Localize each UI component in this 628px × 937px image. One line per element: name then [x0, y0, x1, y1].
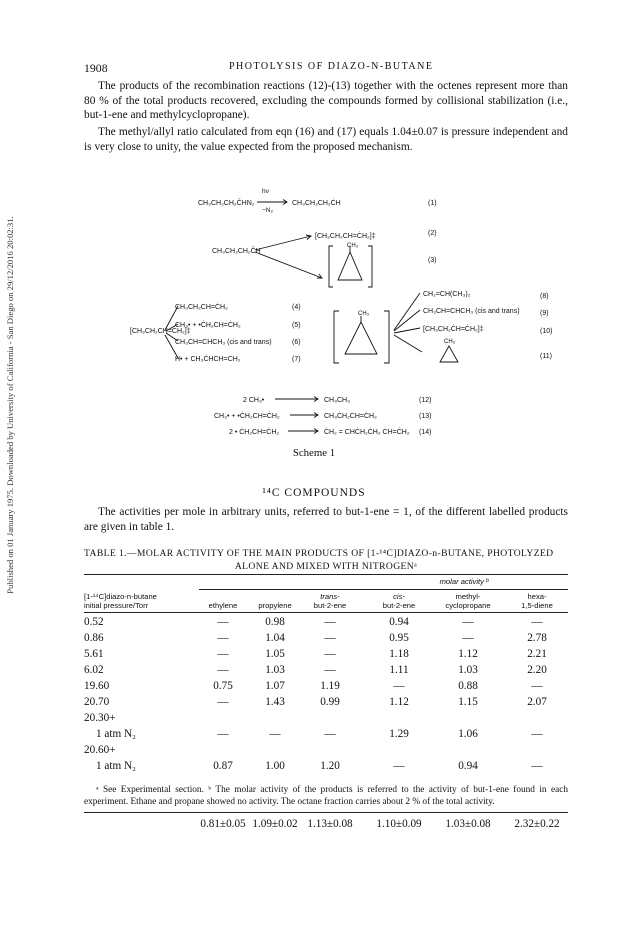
activity-value: 1.11 — [389, 664, 409, 676]
activity-value: — — [531, 760, 543, 772]
activity-value: 2.20 — [527, 664, 547, 676]
activity-value: 2.21 — [527, 648, 547, 660]
r11-methyl: CH₃ — [444, 339, 456, 345]
eq-1: (1) — [428, 200, 437, 207]
r2-product: [CH₃CH₂CH=ĊH₂]‡ — [315, 233, 376, 240]
col-hexadiene-header: hexa- 1,5-diene — [521, 592, 553, 610]
r-mid-left: CH₃CH₂CH₂ČH — [212, 248, 261, 255]
r1-arrow-bottom: −N₂ — [262, 207, 274, 214]
pressure-note: 1 atm N₂ — [96, 760, 136, 772]
cyclopropane-r3 — [338, 252, 362, 280]
col-ethylene-header: ethylene — [208, 600, 238, 610]
r14-right: ĊH₂ = CHĊH₂ĊH₂ CH=ĊH₂ — [324, 429, 410, 436]
eq-4: (4) — [292, 304, 301, 311]
bracket-r3-left — [329, 246, 333, 287]
mean-value: 2.32±0.22 — [514, 818, 560, 830]
pressure-cell: 0.52 — [84, 616, 104, 628]
r8-text: CH₂=CH(CH₃)₂ — [423, 291, 471, 298]
col-propylene-header: propylene — [258, 600, 292, 610]
mean-value: 1.03±0.08 — [445, 818, 491, 830]
bracket-r3-right — [368, 246, 372, 287]
pressure-cell: 20.30+ — [84, 712, 116, 724]
paragraph-2: The methyl/allyl ratio calculated from eqn (16) and (17) equals 1.04±0.07 is pressure independent and is very close to unity, the value expected from the proposed mechanism. — [84, 126, 568, 153]
activity-value: — — [269, 728, 281, 740]
arrow-r3 — [255, 252, 322, 278]
section-title: ¹⁴C COMPOUNDS — [262, 487, 366, 499]
paragraph-3: The activities per mole in arbitrary units, referred to but-1-ene = 1, of the different labelled products are given in table 1. — [84, 506, 568, 533]
cyclopropane-r11 — [440, 346, 458, 362]
activity-value: 1.05 — [265, 648, 285, 660]
activity-value: 1.04 — [265, 632, 285, 644]
activity-value: 0.75 — [213, 680, 233, 692]
arrow-r2 — [255, 236, 311, 250]
arrow-r10 — [394, 328, 420, 333]
arrow-r8 — [394, 293, 420, 330]
arrow-r9 — [394, 310, 420, 331]
activity-value: 0.94 — [389, 616, 409, 628]
r1-arrow-top: hν — [262, 188, 269, 195]
activity-value: — — [462, 632, 474, 644]
r13-right: CH₃ĊH₂CH=ĊH₂ — [324, 413, 377, 420]
r6-text: CH₃CH=CHCH₃ (cis and trans) — [175, 339, 272, 346]
activity-value: — — [324, 632, 336, 644]
table-footnote: ᵃ See Experimental section. ᵇ The molar activity of the products is referred to the activity of but-1-ene found in each experiment. Ethane and propane showed no activity. The octane fraction carries about 2 % of the total activity. — [84, 785, 568, 807]
activity-value: — — [531, 728, 543, 740]
col-pressure-header: [1-¹⁴C]diazo-n-butane initial pressure/Torr — [84, 592, 157, 610]
eq-2: (2) — [428, 230, 437, 237]
mean-value: 1.10±0.09 — [376, 818, 422, 830]
activity-value: 0.99 — [320, 696, 340, 708]
bracket-left-mid — [334, 311, 339, 363]
activity-value: 1.06 — [458, 728, 478, 740]
activity-value: — — [324, 616, 336, 628]
activity-value: — — [462, 616, 474, 628]
activity-value: 0.87 — [213, 760, 233, 772]
activity-value: 1.12 — [458, 648, 478, 660]
table-title: TABLE 1.—MOLAR ACTIVITY OF THE MAIN PRODUCTS OF [1-¹⁴C]DIAZO-n-BUTANE, PHOTOLYZED ALONE AND MIXED WITH NITROGENᵃ — [84, 548, 554, 572]
r9-text: CH₃CH=CHCH₃ (cis and trans) — [423, 308, 520, 315]
activity-value: 1.43 — [265, 696, 285, 708]
activity-value: 1.18 — [389, 648, 409, 660]
eq-11: (11) — [540, 353, 552, 360]
left-complex: [CH₃CH₂CH=ĊH₂]‡ — [130, 328, 191, 335]
r3-methyl: CH₃ — [347, 243, 359, 249]
activity-value: — — [217, 648, 229, 660]
eq-7: (7) — [292, 356, 301, 363]
activity-value: 1.00 — [265, 760, 285, 772]
activity-value: — — [217, 616, 229, 628]
arrow-r11 — [394, 335, 422, 352]
activity-value: 1.19 — [320, 680, 340, 692]
r7-text: H• + CH₃ĊHCH=CH₂ — [175, 356, 241, 363]
activity-value: — — [217, 728, 229, 740]
eq-10: (10) — [540, 328, 553, 335]
pressure-cell: 0.86 — [84, 632, 104, 644]
activity-value: 0.88 — [458, 680, 478, 692]
r12-right: CH₃CH₃ — [324, 397, 350, 404]
bracket-right-mid — [384, 311, 389, 363]
cyclopropane-mid — [345, 322, 377, 354]
eq-14: (14) — [419, 429, 432, 436]
activity-value: 0.94 — [458, 760, 478, 772]
pressure-note: 1 atm N₂ — [96, 728, 136, 740]
pressure-cell: 20.60+ — [84, 744, 116, 756]
eq-12: (12) — [419, 397, 432, 404]
pressure-cell: 5.61 — [84, 648, 104, 660]
running-title: PHOTOLYSIS OF DIAZO-N-BUTANE — [229, 61, 434, 72]
pressure-cell: 19.60 — [84, 680, 110, 692]
activity-value: 1.29 — [389, 728, 409, 740]
activity-value: 1.12 — [389, 696, 409, 708]
pressure-cell: 20.70 — [84, 696, 110, 708]
activity-value: 1.15 — [458, 696, 478, 708]
mean-value: 0.81±0.05 — [200, 818, 246, 830]
r4-text: CH₃CH₂CH=ĊH₂ — [175, 304, 228, 311]
col-trans-butene-header: trans- but-2-ene — [313, 592, 347, 610]
paragraph-1: The products of the recombination reactions (12)-(13) together with the octenes represent more than 80 % of the total products recovered, excluding the compounds formed by collisional stabilization (i.e., but-1-ene and methylcyclopropane). — [84, 80, 568, 121]
activity-value: — — [531, 616, 543, 628]
eq-9: (9) — [540, 310, 549, 317]
col-methylcyclopropane-header: methyl- cyclopropane — [445, 592, 491, 610]
activity-value: 2.07 — [527, 696, 547, 708]
eq-3: (3) — [428, 257, 437, 264]
activity-value: 1.03 — [458, 664, 478, 676]
activity-value: 0.95 — [389, 632, 409, 644]
activity-value: — — [217, 632, 229, 644]
r1-right: CH₃CH₂CH₂ĊH — [292, 200, 341, 207]
ring-methyl: CH₃ — [358, 311, 370, 317]
activity-value: — — [393, 680, 405, 692]
download-note: Published on 01 January 1975. Downloaded by University of California - San Diego on 29/12/2016 20:02:31. — [5, 216, 15, 594]
r1-left: CH₃CH₂CH₂ČHN₂ — [198, 200, 255, 207]
r12-left: 2 CH₃• — [243, 397, 265, 404]
activity-value: — — [393, 760, 405, 772]
activity-value: — — [324, 664, 336, 676]
page-number: 1908 — [84, 61, 108, 75]
activity-value: 2.78 — [527, 632, 547, 644]
eq-13: (13) — [419, 413, 432, 420]
r5-text: CH₃• + •ĊH₂CH=ĊH₂ — [175, 322, 241, 329]
r14-left: 2 • ĊH₂CH=ĊH₂ — [229, 429, 280, 436]
activity-value: — — [531, 680, 543, 692]
activity-value: 1.07 — [265, 680, 285, 692]
activity-value: — — [324, 648, 336, 660]
eq-8: (8) — [540, 293, 549, 300]
mean-value: 1.13±0.08 — [307, 818, 353, 830]
eq-6: (6) — [292, 339, 301, 346]
r13-left: CH₃• + •ĊH₂CH=ĊH₂ — [214, 413, 280, 420]
mean-value: 1.09±0.02 — [252, 818, 298, 830]
eq-5: (5) — [292, 322, 301, 329]
activity-value: 1.20 — [320, 760, 340, 772]
activity-value: — — [217, 696, 229, 708]
scheme-caption: Scheme 1 — [292, 447, 336, 459]
group-header: molar activity ᵇ — [439, 577, 489, 586]
col-cis-butene-header: cis- but-2-ene — [382, 592, 416, 610]
pressure-cell: 6.02 — [84, 664, 104, 676]
activity-value: — — [324, 728, 336, 740]
activity-value: 0.98 — [265, 616, 285, 628]
r10-text: [CH₃CH₂ĊH=ĊH₂]‡ — [423, 326, 484, 333]
activity-value: 1.03 — [265, 664, 285, 676]
activity-value: — — [217, 664, 229, 676]
